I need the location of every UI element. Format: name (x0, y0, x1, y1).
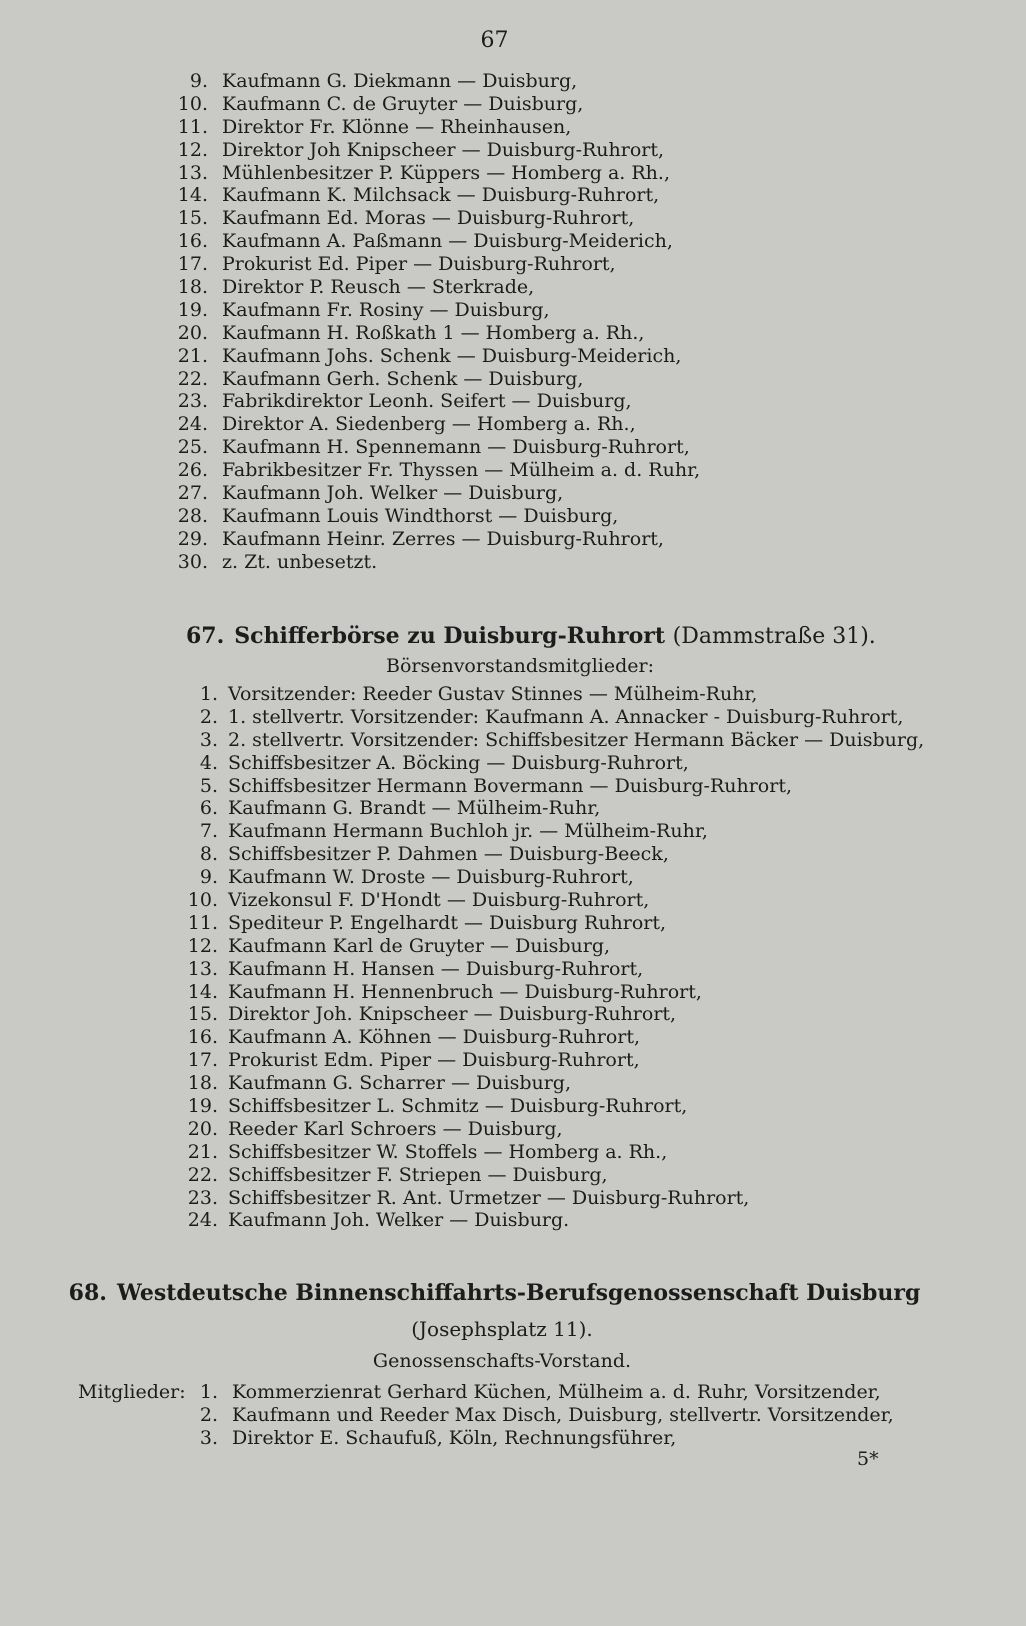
item-number: 15. (177, 207, 208, 230)
item-number: 22. (177, 367, 208, 390)
item-number: 13. (177, 161, 208, 184)
item-text: Kaufmann H. Roßkath 1 — Homberg a. Rh., (222, 321, 645, 344)
signature-mark: 5* (857, 1448, 879, 1470)
section-67-address: (Dammstraße 31). (672, 624, 876, 649)
item-text: 2. stellvertr. Vorsitzender: Schiffsbesitzer Hermann Bäcker — Duisburg, (228, 728, 925, 751)
item-number: 20. (187, 1117, 218, 1140)
item-text: Kaufmann Ed. Moras — Duisburg-Ruhrort, (222, 207, 635, 230)
item-text: Kaufmann und Reeder Max Disch, Duisburg, stellvertr. Vorsitzender, (232, 1404, 894, 1426)
item-number: 2. (199, 1404, 218, 1426)
item-number: 29. (177, 527, 208, 550)
item-number: 26. (177, 459, 208, 482)
item-number: 11. (177, 115, 208, 138)
item-text: Kaufmann H. Spennemann — Duisburg-Ruhrort, (222, 436, 690, 459)
item-number: 30. (177, 550, 208, 573)
item-number: 5. (199, 774, 218, 797)
item-text: Kaufmann H. Hennenbruch — Duisburg-Ruhrort, (228, 980, 702, 1003)
item-text: 1. stellvertr. Vorsitzender: Kaufmann A. Annacker - Duisburg-Ruhrort, (228, 705, 904, 728)
item-number: 1. (199, 683, 218, 705)
item-text: Kaufmann Karl de Gruyter — Duisburg, (228, 934, 611, 957)
item-number: 18. (177, 276, 208, 299)
item-number: 10. (187, 889, 218, 912)
section-67-number: 67. (186, 623, 225, 649)
item-text: Kaufmann Johs. Schenk — Duisburg-Meiderich, (222, 344, 682, 367)
item-number: 17. (177, 253, 208, 276)
item-text: Schiffsbesitzer R. Ant. Urmetzer — Duisburg-Ruhrort, (228, 1186, 750, 1209)
item-number: 14. (187, 980, 218, 1003)
item-number: 2. (199, 705, 218, 728)
item-text: Direktor Joh Knipscheer — Duisburg-Ruhrort, (222, 138, 665, 161)
section-68-heading (0, 1280, 989, 1306)
item-text: Kaufmann K. Milchsack — Duisburg-Ruhrort, (222, 184, 660, 207)
item-text: Fabrikdirektor Leonh. Seifert — Duisburg, (222, 390, 632, 413)
item-text: Kommerzienrat Gerhard Küchen, Mülheim a. d. Ruhr, Vorsitzender, (232, 1381, 881, 1403)
item-number: 12. (177, 138, 208, 161)
item-text: Kaufmann H. Hansen — Duisburg-Ruhrort, (228, 957, 644, 980)
item-number: 13. (187, 957, 218, 980)
item-text: Kaufmann A. Köhnen — Duisburg-Ruhrort, (228, 1026, 641, 1049)
item-number: 15. (187, 1003, 218, 1026)
item-number: 20. (177, 321, 208, 344)
page-number: 67 (480, 28, 509, 53)
item-number: 19. (177, 298, 208, 321)
item-number: 3. (199, 1427, 218, 1449)
section-67-title: Schifferbörse zu Duisburg-Ruhrort (234, 623, 665, 649)
item-text: Schiffsbesitzer P. Dahmen — Duisburg-Beeck, (228, 843, 669, 866)
item-text: Schiffsbesitzer Hermann Bovermann — Duisburg-Ruhrort, (228, 774, 792, 797)
item-text: Kaufmann G. Scharrer — Duisburg, (228, 1072, 572, 1095)
item-text: Prokurist Ed. Piper — Duisburg-Ruhrort, (222, 253, 616, 276)
section-67-subtitle: Börsenvorstandsmitglieder: (385, 655, 654, 677)
item-text: Reeder Karl Schroers — Duisburg, (228, 1117, 563, 1140)
item-text: Direktor E. Schaufuß, Köln, Rechnungsführer, (232, 1427, 677, 1449)
item-number: 27. (177, 482, 208, 505)
section-68-address: (Josephsplatz 11). (411, 1317, 593, 1341)
item-text: Vizekonsul F. D'Hondt — Duisburg-Ruhrort, (228, 889, 650, 912)
item-text: z. Zt. unbesetzt. (222, 550, 378, 573)
item-number: 25. (177, 436, 208, 459)
item-number: 22. (187, 1163, 218, 1186)
section-68-subtitle: Genossenschafts-Vorstand. (372, 1350, 632, 1372)
item-number: 16. (177, 230, 208, 253)
item-number: 24. (187, 1209, 218, 1232)
item-number: 1. (199, 1381, 218, 1403)
item-text: Schiffsbesitzer A. Böcking — Duisburg-Ruhrort, (228, 751, 689, 774)
section-68-title: Westdeutsche Binnenschiffahrts-Berufsgenossenschaft Duisburg (116, 1280, 921, 1306)
item-text: Spediteur P. Engelhardt — Duisburg Ruhrort, (228, 911, 667, 934)
item-text: Kaufmann Louis Windthorst — Duisburg, (222, 504, 619, 527)
item-number: 6. (199, 797, 218, 820)
item-number: 21. (177, 344, 208, 367)
section-68-number: 68. (68, 1280, 107, 1306)
item-number: 23. (177, 390, 208, 413)
item-text: Kaufmann Hermann Buchloh jr. — Mülheim-Ruhr, (228, 820, 708, 843)
item-number: 18. (187, 1072, 218, 1095)
item-text: Kaufmann G. Brandt — Mülheim-Ruhr, (228, 797, 601, 820)
item-number: 24. (177, 413, 208, 436)
item-text: Mühlenbesitzer P. Küppers — Homberg a. Rh., (222, 161, 670, 184)
item-text: Kaufmann Heinr. Zerres — Duisburg-Ruhrort, (222, 527, 664, 550)
item-text: Kaufmann G. Diekmann — Duisburg, (222, 70, 578, 92)
item-text: Kaufmann Joh. Welker — Duisburg, (222, 482, 564, 505)
item-number: 3. (199, 728, 218, 751)
item-number: 11. (187, 911, 218, 934)
item-number: 10. (177, 92, 208, 115)
item-number: 9. (199, 866, 218, 889)
item-number: 4. (199, 751, 218, 774)
item-text: Prokurist Edm. Piper — Duisburg-Ruhrort, (228, 1049, 640, 1072)
item-number: 28. (177, 504, 208, 527)
section-67-heading (186, 623, 876, 649)
item-text: Kaufmann Joh. Welker — Duisburg. (228, 1209, 570, 1232)
item-number: 14. (177, 184, 208, 207)
item-text: Vorsitzender: Reeder Gustav Stinnes — Mülheim-Ruhr, (228, 683, 758, 705)
item-text: Direktor Fr. Klönne — Rheinhausen, (222, 115, 572, 138)
item-number: 8. (199, 843, 218, 866)
item-number: 19. (187, 1095, 218, 1118)
item-text: Kaufmann C. de Gruyter — Duisburg, (222, 92, 584, 115)
item-text: Schiffsbesitzer W. Stoffels — Homberg a. Rh., (228, 1140, 668, 1163)
item-number: 23. (187, 1186, 218, 1209)
item-text: Kaufmann W. Droste — Duisburg-Ruhrort, (228, 866, 634, 889)
item-text: Schiffsbesitzer L. Schmitz — Duisburg-Ruhrort, (228, 1095, 688, 1118)
members-label: Mitglieder: (78, 1381, 186, 1403)
item-number: 7. (199, 820, 218, 843)
item-text: Kaufmann Gerh. Schenk — Duisburg, (222, 367, 584, 390)
item-text: Fabrikbesitzer Fr. Thyssen — Mülheim a. d. Ruhr, (222, 459, 701, 482)
item-number: 12. (187, 934, 218, 957)
item-text: Direktor Joh. Knipscheer — Duisburg-Ruhrort, (228, 1003, 677, 1026)
item-text: Kaufmann Fr. Rosiny — Duisburg, (222, 298, 550, 321)
item-text: Schiffsbesitzer F. Striepen — Duisburg, (228, 1163, 608, 1186)
item-text: Direktor A. Siedenberg — Homberg a. Rh., (222, 413, 636, 436)
item-number: 17. (187, 1049, 218, 1072)
item-number: 9. (189, 70, 208, 92)
item-text: Kaufmann A. Paßmann — Duisburg-Meiderich, (222, 230, 673, 253)
item-number: 21. (187, 1140, 218, 1163)
item-number: 16. (187, 1026, 218, 1049)
item-text: Direktor P. Reusch — Sterkrade, (222, 276, 535, 299)
